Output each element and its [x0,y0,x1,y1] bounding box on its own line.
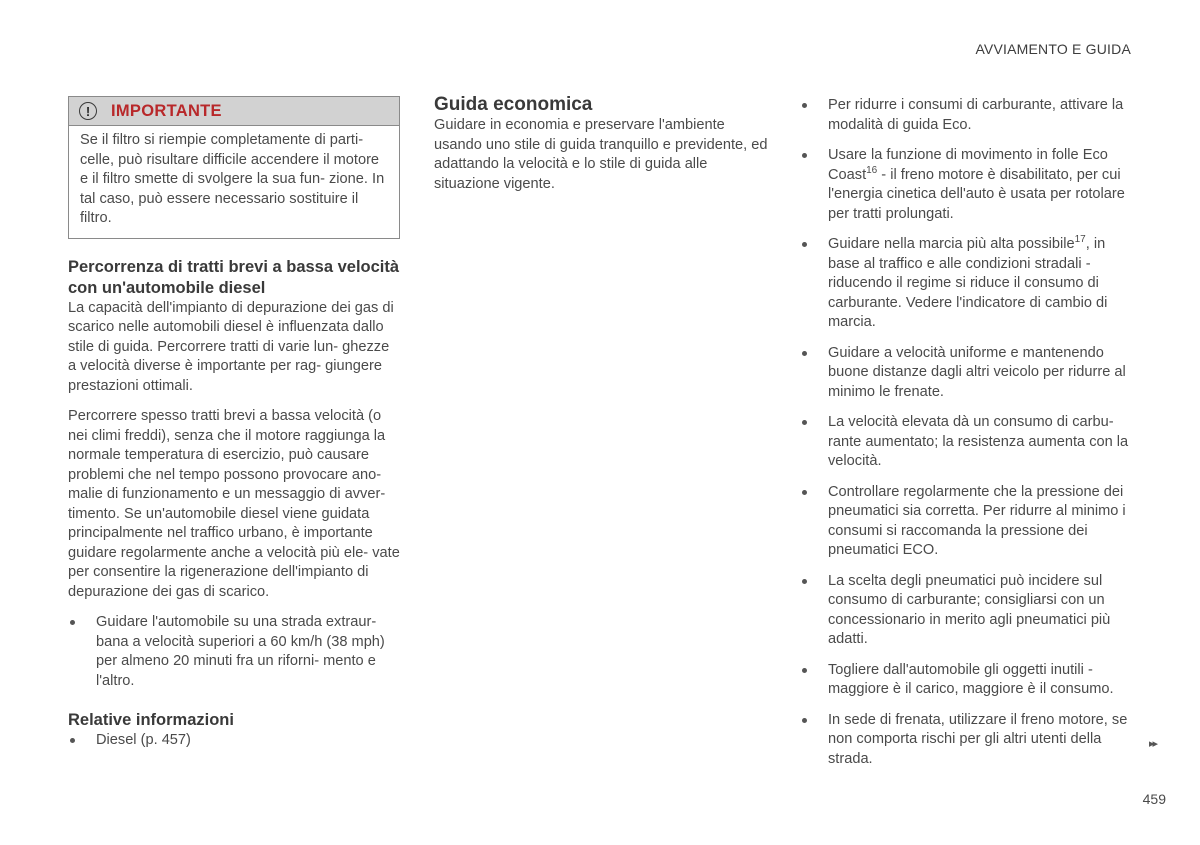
eco-driving-intro: Guidare in economia e preservare l'ambiente usando uno stile di guida tranquillo e previdente, ed adattando la velocità e lo stile di guida alle situazione vigente. [434,117,768,192]
tip-high-speed: La velocità elevata dà un consumo di carbu- rante aumentato; la resistenza aumenta con la velocità. [800,413,1133,472]
left-column [68,96,400,751]
related-heading: Relative informazioni [68,711,234,729]
tip-tire-pressure: Controllare regolarmente che la pressione dei pneumatici sia corretta. Per ridurre al minimo i consumi si raccomanda la pressione dei pneumatici ECO. [800,483,1133,561]
tip-eco-coast-text-cont: - il freno motore è disabilitato, per cui l'energia cinetica dell'auto è usata per rotolare per tratti prolungati. [828,166,1125,222]
important-box-body [69,126,399,238]
important-box [68,96,400,239]
short-trips-paragraph-1: La capacità dell'impianto di depurazione dei gas di scarico nelle automobili diesel è influenzata dallo stile di guida. Percorrere tratti di varie lun- ghezze a velocità diverse è importante per rag- giungere prestazioni ottimali. [68,299,394,394]
important-box-title: IMPORTANTE [111,101,222,120]
tip-eco-coast [800,146,1133,224]
tip-eco-coast-text: Usare la funzione di movimento in folle Eco Coast [828,147,1108,183]
footnote-ref-17[interactable]: 17 [1074,234,1086,246]
right-column [800,96,1133,780]
tip-uniform-speed: Guidare a velocità uniforme e mantenendo buone distanze dagli altri veicolo per ridurre al minimo le frenate. [800,344,1133,403]
tip-eco-mode: Per ridurre i consumi di carburante, attivare la modalità di guida Eco. [800,96,1133,135]
tip-highest-gear [800,235,1133,333]
short-trips-paragraph-2: Percorrere spesso tratti brevi a bassa velocità (o nei climi freddi), senza che il motore raggiunga la normale temperatura di esercizio, può causare problemi che nel tempo possono provocare ano- malie di funzionamento e un messaggio di avver- timento. Se un'automobile diesel viene guidata principalmente nel traffico urbano, è importante guidare regolarmente anche a velocità più ele- vate per consentire la rigenerazione dell'impianto di depurazione dei gas di scarico. [68,408,400,600]
section-title: AVVIAMENTO E GUIDA [975,41,1131,57]
short-trips-section [68,257,400,692]
footnote-ref-16[interactable]: 16 [866,164,878,176]
continue-arrow-icon: ▸▸ [1149,738,1157,750]
page-number: 459 [1142,791,1166,807]
tip-highest-gear-text-cont: , in base al traffico e alle condizioni stradali - riducendo il regime si riduce il consumo di carburante. Vedere l'indicatore di cambio di marcia. [828,236,1108,330]
tip-remove-load: Togliere dall'automobile gli oggetti inutili - maggiore è il carico, maggiore è il consumo. [800,661,1133,700]
middle-column [434,96,769,194]
short-trips-list [68,613,400,691]
related-list [68,731,400,751]
warning-icon: ! [79,102,97,120]
tip-engine-brake: In sede di frenata, utilizzare il freno motore, se non comporta rischi per gli altri utenti della strada. [800,711,1133,770]
short-trips-heading: Percorrenza di tratti brevi a bassa velocità con un'automobile diesel [68,257,400,297]
important-box-header [69,97,399,126]
list-item: Guidare l'automobile su una strada extraur- bana a velocità superiori a 60 km/h (38 mph) per almeno 20 minuti fra un riforni- mento e l'altro. [68,613,400,691]
important-text: Se il filtro si riempie completamente di parti- celle, può risultare difficile accendere il motore e il filtro smette di svolgere la sua fun- zione. In tal caso, può essere necessario sostituire il filtro. [80,132,385,226]
eco-driving-heading: Guida economica [434,94,593,115]
tip-highest-gear-text: Guidare nella marcia più alta possibile [828,236,1075,252]
eco-tips-list [800,96,1133,769]
tip-tire-choice: La scelta degli pneumatici può incidere sul consumo di carburante; consigliarsi con un concessionario in merito agli pneumatici più adatti. [800,572,1133,650]
related-section [68,710,400,751]
related-link-diesel[interactable]: Diesel (p. 457) [68,731,400,751]
